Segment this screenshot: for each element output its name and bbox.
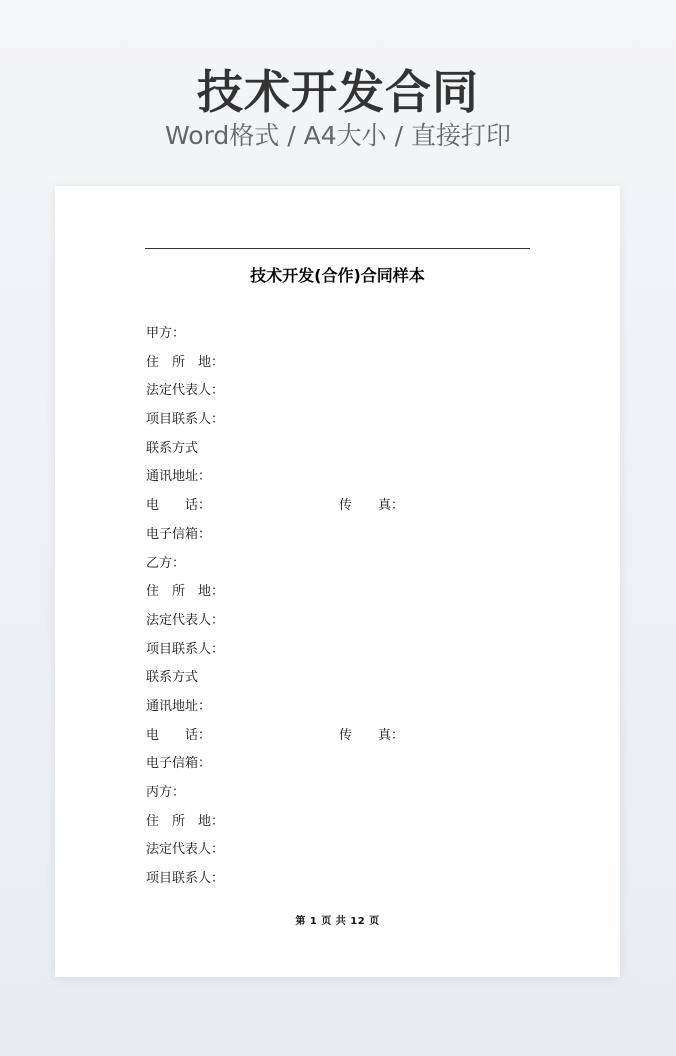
form-field-row [146,435,576,464]
form-field-row [146,836,576,865]
field-label: 乙方： [146,555,186,571]
page-number: 第 1 页 共 12 页 [295,916,380,927]
form-field-row [146,521,576,550]
banner-title: 技术开发合同 [197,65,479,119]
document-page [55,186,620,977]
form-field-row [146,779,576,808]
field-label: 项目联系人： [146,412,225,428]
field-label: 住 所 地： [146,584,225,600]
form-field-row [146,865,576,894]
field-list [146,320,576,894]
field-label: 法定代表人： [146,612,225,628]
field-label: 项目联系人： [146,641,225,657]
form-field-row [146,750,576,779]
field-label: 电子信箱： [146,526,212,542]
document-title: 技术开发(合作)合同样本 [250,266,425,285]
form-field-row [146,693,576,722]
form-field-row [146,377,576,406]
header-rule [145,248,530,249]
form-field-row [146,578,576,607]
form-field-row [146,808,576,837]
field-label: 甲方： [146,326,186,341]
field-label-secondary: 传 真： [339,498,405,514]
field-label: 住 所 地： [146,354,225,370]
form-field-row [146,636,576,665]
field-label: 项目联系人： [146,871,225,887]
field-label: 通讯地址： [146,698,212,714]
form-field-row [146,722,576,751]
form-field-row [146,349,576,378]
field-label: 联系方式 [146,670,199,686]
form-field-row [146,550,576,579]
form-field-row [146,320,576,349]
form-field-row [146,463,576,492]
field-label: 法定代表人： [146,842,225,858]
form-field-row [146,406,576,435]
field-label: 联系方式 [146,440,199,456]
form-field-row [146,492,576,521]
field-label: 电 话： [146,727,212,743]
field-label-secondary: 传 真： [339,727,405,743]
field-label: 丙方： [146,785,186,800]
banner-subtitle: Word格式 / A4大小 / 直接打印 [165,121,511,150]
form-field-row [146,664,576,693]
form-field-row [146,607,576,636]
field-label: 住 所 地： [146,813,225,829]
field-label: 法定代表人： [146,383,225,399]
field-label: 通讯地址： [146,469,212,485]
field-label: 电 话： [146,498,212,514]
field-label: 电子信箱： [146,756,212,772]
